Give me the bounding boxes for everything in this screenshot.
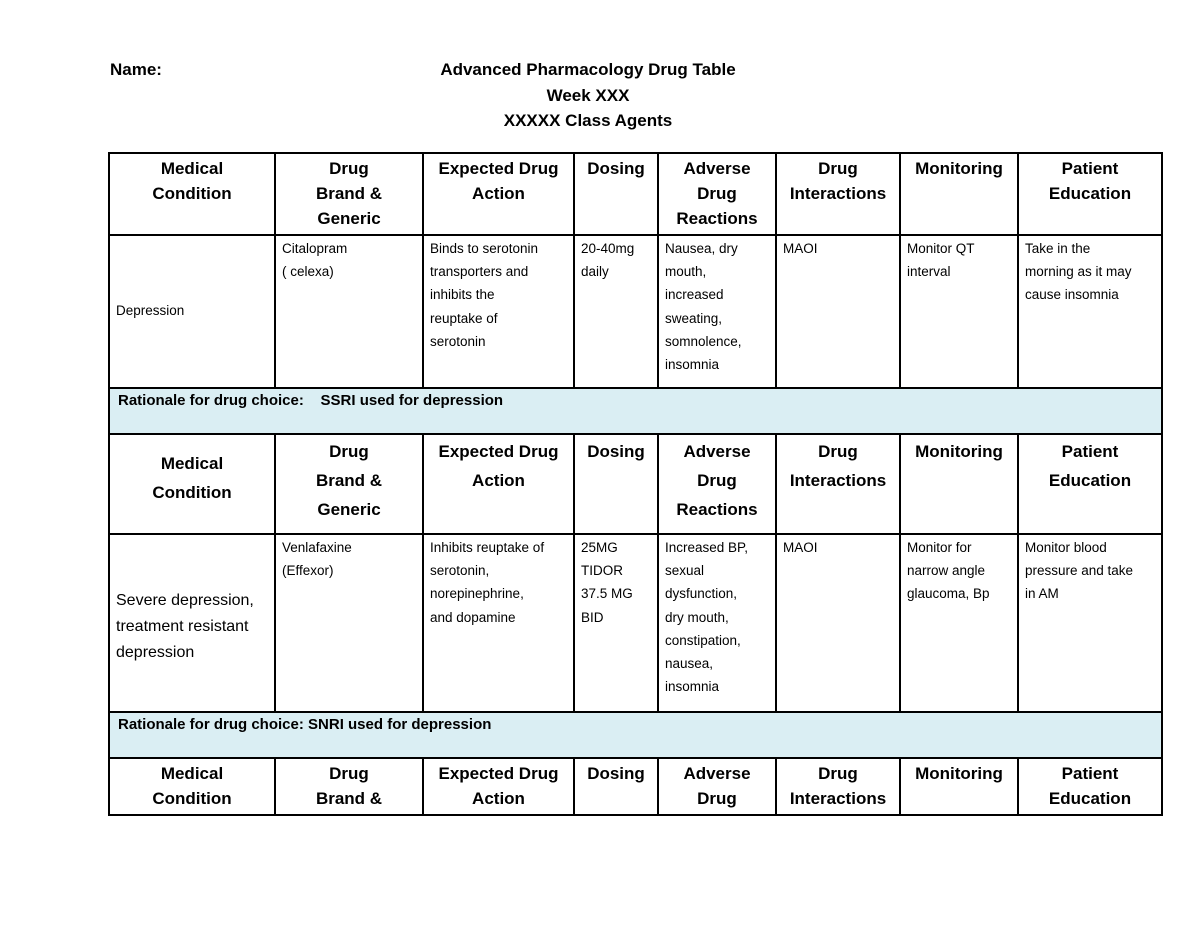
cell-interactions: MAOI xyxy=(776,235,900,388)
header-monitoring: Monitoring xyxy=(900,758,1018,815)
header-drug-interactions: Drug Interactions xyxy=(776,153,900,235)
header-adverse-drug-reactions: Adverse Drug xyxy=(658,758,776,815)
cell-adverse: Increased BP, sexual dysfunction, dry mouth, constipation, nausea, insomnia xyxy=(658,534,776,712)
header-patient-education: Patient Education xyxy=(1018,153,1162,235)
header-monitoring: Monitoring xyxy=(900,153,1018,235)
rationale-cell xyxy=(109,388,1162,434)
cell-education: Monitor blood pressure and take in AM xyxy=(1018,534,1162,712)
week-label: Week XXX xyxy=(546,85,630,105)
header-drug-brand-generic: Drug Brand & Generic xyxy=(275,153,423,235)
cell-interactions: MAOI xyxy=(776,534,900,712)
header-drug-interactions: Drug Interactions xyxy=(776,434,900,534)
header-patient-education: Patient Education xyxy=(1018,758,1162,815)
cell-condition: Severe depression, treatment resistant depression xyxy=(109,534,275,712)
table-header-row xyxy=(109,434,1162,534)
cell-drug: Venlafaxine (Effexor) xyxy=(275,534,423,712)
header-medical-condition: Medical Condition xyxy=(109,434,275,534)
header-medical-condition: Medical Condition xyxy=(109,758,275,815)
cell-education: Take in the morning as it may cause insomnia xyxy=(1018,235,1162,388)
header-expected-drug-action: Expected Drug Action xyxy=(423,153,574,235)
cell-monitoring: Monitor for narrow angle glaucoma, Bp xyxy=(900,534,1018,712)
header-dosing: Dosing xyxy=(574,434,658,534)
name-label: Name: xyxy=(110,60,162,79)
rationale-text: Rationale for drug choice: SSRI used for depression xyxy=(118,392,504,409)
header-adverse-drug-reactions: Adverse Drug Reactions xyxy=(658,434,776,534)
header-adverse-drug-reactions: Adverse Drug Reactions xyxy=(658,153,776,235)
cell-action: Binds to serotonin transporters and inhibits the reuptake of serotonin xyxy=(423,235,574,388)
cell-drug: Citalopram ( celexa) xyxy=(275,235,423,388)
class-label: XXXXX Class Agents xyxy=(503,111,673,130)
table-row xyxy=(109,534,1162,712)
rationale-cell xyxy=(109,712,1162,758)
header-dosing: Dosing xyxy=(574,758,658,815)
table-header-row xyxy=(109,758,1162,815)
header-expected-drug-action: Expected Drug Action xyxy=(423,434,574,534)
cell-action: Inhibits reuptake of serotonin, norepinephrine, and dopamine xyxy=(423,534,574,712)
header-drug-brand-generic: Drug Brand & xyxy=(275,758,423,815)
title-block xyxy=(388,57,788,134)
header-monitoring: Monitoring xyxy=(900,434,1018,534)
document-title: Advanced Pharmacology Drug Table xyxy=(440,60,736,79)
cell-dosing: 25MG TIDOR 37.5 MG BID xyxy=(574,534,658,712)
cell-adverse: Nausea, dry mouth, increased sweating, somnolence, insomnia xyxy=(658,235,776,388)
rationale-text: Rationale for drug choice: SNRI used for depression xyxy=(118,716,492,733)
header-drug-interactions: Drug Interactions xyxy=(776,758,900,815)
cell-dosing: 20-40mg daily xyxy=(574,235,658,388)
header-dosing: Dosing xyxy=(574,153,658,235)
header-patient-education: Patient Education xyxy=(1018,434,1162,534)
header-drug-brand-generic: Drug Brand & Generic xyxy=(275,434,423,534)
table-header-row xyxy=(109,153,1162,235)
drug-table xyxy=(108,152,1163,816)
header-expected-drug-action: Expected Drug Action xyxy=(423,758,574,815)
cell-condition: Depression xyxy=(109,235,275,388)
rationale-row xyxy=(109,388,1162,434)
table-row xyxy=(109,235,1162,388)
header-medical-condition: Medical Condition xyxy=(109,153,275,235)
cell-monitoring: Monitor QT interval xyxy=(900,235,1018,388)
rationale-row xyxy=(109,712,1162,758)
